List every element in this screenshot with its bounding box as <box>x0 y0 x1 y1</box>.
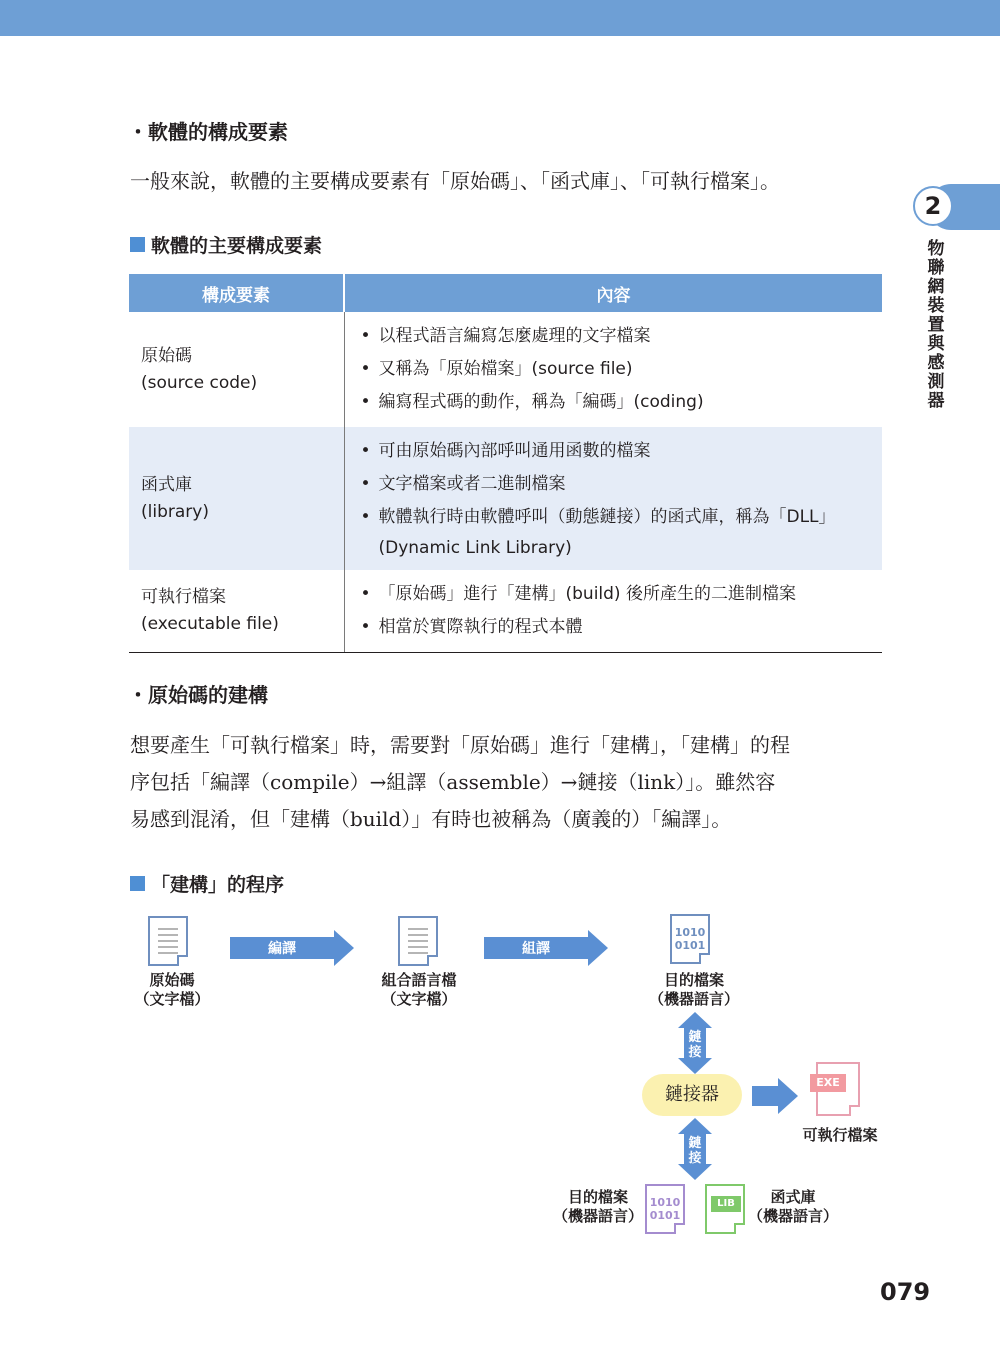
row-name-cell <box>129 427 344 570</box>
list-item <box>357 501 883 562</box>
list-item: • 以程式語言編寫怎麼處理的文字檔案 <box>357 320 883 353</box>
compile-arrow-head-icon <box>334 930 354 966</box>
executable-label: 可執行檔案 <box>802 1126 878 1144</box>
source-file-icon <box>148 916 188 966</box>
link-down-label: 鏈接 <box>688 1136 702 1166</box>
row-name: 可執行檔案 <box>141 587 226 607</box>
link-down-arrow-bottom-icon <box>678 1164 712 1180</box>
source-label-line2: （文字檔） <box>134 990 210 1008</box>
row-name-en: (source code) <box>141 372 258 393</box>
link-up-label: 鏈接 <box>688 1030 702 1060</box>
chapter-number: 2 <box>913 186 953 226</box>
assembly-label-line2: （文字檔） <box>381 990 457 1008</box>
compile-arrow-label: 編譯 <box>268 941 296 957</box>
object2-file-icon <box>645 1184 685 1234</box>
source-label <box>118 971 226 1009</box>
row-name-cell <box>129 570 344 653</box>
list-item: • 相當於實際執行的程式本體 <box>357 611 883 644</box>
square-bullet-icon <box>130 876 145 891</box>
lib-badge: LIB <box>711 1196 741 1212</box>
object2-binary-line1: 1010 <box>649 1196 681 1209</box>
top-header-bar <box>0 0 1000 36</box>
object-binary-line2: 0101 <box>674 939 706 952</box>
object-binary-line1: 1010 <box>674 926 706 939</box>
object2-label <box>548 1188 648 1226</box>
assemble-arrow-head-icon <box>588 930 608 966</box>
list-item-text: 軟體執行時由軟體呼叫（動態鏈接）的函式庫，稱為「DLL」 <box>378 507 836 527</box>
build-paragraph <box>130 727 890 838</box>
list-item: • 可由原始碼內部呼叫通用函數的檔案 <box>357 435 883 468</box>
row-name-cell <box>129 312 344 427</box>
components-table <box>129 274 882 653</box>
object-label <box>638 971 750 1009</box>
table-header-row <box>129 274 882 312</box>
table-row-source-code <box>129 312 882 427</box>
row-name-en: (library) <box>141 501 209 522</box>
paragraph-line: 易感到混淆，但「建構（build）」有時也被稱為（廣義的）「編譯」。 <box>130 807 732 831</box>
row-items-cell <box>344 312 882 427</box>
row-name: 原始碼 <box>141 345 192 366</box>
row-items-cell <box>344 427 882 570</box>
list-item: • 又稱為「原始檔案」(source file) <box>357 353 883 386</box>
row-items-cell <box>344 570 882 653</box>
table-row-library <box>129 427 882 570</box>
paragraph-line: 序包括「編譯（compile）→組譯（assemble）→鏈接（link）」。雖然容 <box>130 770 776 794</box>
assemble-arrow-label: 組譯 <box>522 941 550 957</box>
table-heading-text: 軟體的主要構成要素 <box>151 235 323 257</box>
exe-arrow-body <box>752 1086 778 1106</box>
object2-label-line2: （機器語言） <box>552 1207 643 1225</box>
library-label-line1: 函式庫 <box>770 1188 816 1206</box>
intro-paragraph: 一般來說，軟體的主要構成要素有「原始碼」、「函式庫」、「可執行檔案」。 <box>130 169 780 193</box>
section-heading-build: ・原始碼的建構 <box>128 683 268 707</box>
object-label-line1: 目的檔案 <box>663 971 724 989</box>
list-item-subtext: (Dynamic Link Library) <box>378 538 572 558</box>
list-item: • 編寫程式碼的動作，稱為「編碼」(coding) <box>357 386 883 419</box>
square-bullet-icon <box>130 237 145 252</box>
header-component: 構成要素 <box>129 274 344 312</box>
section-heading-components: ・軟體的構成要素 <box>128 120 288 144</box>
table-row-executable <box>129 570 882 653</box>
row-name-en: (executable file) <box>141 614 279 634</box>
link-up-arrow-top-icon <box>678 1012 712 1028</box>
exe-badge: EXE <box>810 1074 846 1092</box>
object2-label-line1: 目的檔案 <box>567 1188 628 1206</box>
assembly-label-line1: 組合語言檔 <box>381 971 457 989</box>
object-label-line2: （機器語言） <box>648 990 739 1008</box>
header-content: 內容 <box>344 274 882 312</box>
object2-binary-line2: 0101 <box>649 1209 681 1222</box>
assembly-file-icon <box>398 916 438 966</box>
object-file-icon <box>670 914 710 964</box>
library-label-line2: （機器語言） <box>747 1207 838 1225</box>
exe-arrow-head-icon <box>778 1078 798 1114</box>
library-label <box>744 1188 842 1226</box>
diagram-heading <box>130 870 284 897</box>
executable-file-icon <box>816 1062 860 1116</box>
table-heading <box>130 231 322 258</box>
diagram-heading-text: 「建構」的程序 <box>151 874 285 896</box>
page-number: 079 <box>880 1278 931 1306</box>
chapter-title: 物聯網裝置與感測器 <box>927 239 945 411</box>
list-item: • 文字檔案或者二進制檔案 <box>357 468 883 501</box>
source-label-line1: 原始碼 <box>149 971 195 989</box>
link-up-arrow-bottom-icon <box>678 1058 712 1074</box>
list-item: • 「原始碼」進行「建構」(build) 後所產生的二進制檔案 <box>357 578 883 611</box>
library-file-icon <box>705 1184 745 1234</box>
link-down-arrow-top-icon <box>678 1118 712 1134</box>
paragraph-line: 想要產生「可執行檔案」時，需要對「原始碼」進行「建構」，「建構」的程 <box>130 733 790 757</box>
assembly-label <box>364 971 474 1009</box>
row-name: 函式庫 <box>141 474 192 495</box>
linker-box: 鏈接器 <box>642 1074 742 1116</box>
